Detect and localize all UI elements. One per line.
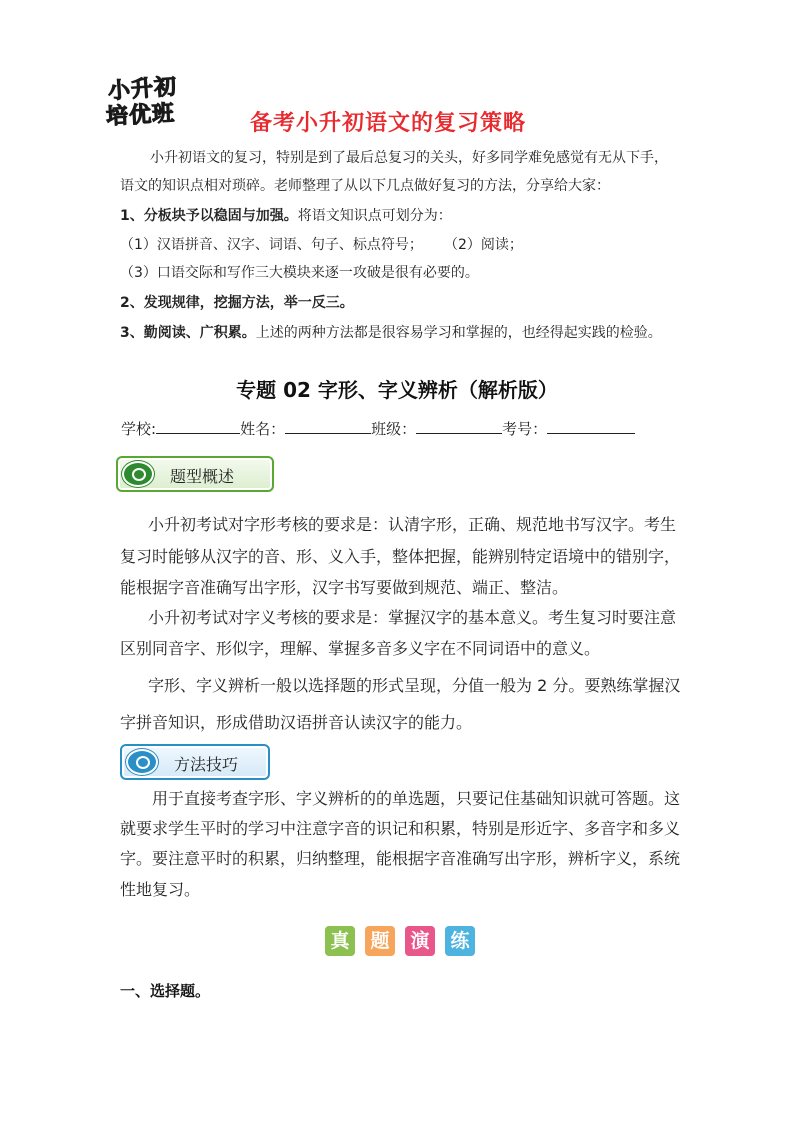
intro-line-1: 小升初语文的复习，特别是到了最后总复习的关头，好多同学难免感觉有无从下手， [150, 150, 668, 166]
section-badge-label: 方法技巧 [174, 755, 239, 774]
methods-line-4: 性地复习。 [120, 880, 201, 899]
overview-line-3: 能根据字音准确写出字形，汉字书写要做到规范、端正、整洁。 [120, 578, 569, 597]
overview-line-5: 区别同音字、形似字，理解、掌握多音多义字在不同词语中的意义。 [120, 639, 601, 658]
main-title: 备考小升初语文的复习策略 [250, 111, 527, 136]
section-badge-methods [120, 744, 270, 780]
overview-line-1: 小升初考试对字形考核的要求是：认清字形，正确、规范地书写汉字。考生 [148, 515, 677, 534]
methods-line-3: 字。要注意平时的积累，归纳整理，能根据字音准确写出字形，辨析字义，系统 [120, 849, 681, 868]
tip-1-heading: 1、分板块予以稳固与加强。 [120, 208, 298, 224]
logo [104, 72, 210, 128]
methods-line-2: 就要求学生平时的学习中注意字音的识记和积累，特别是形近字、多音字和多义 [120, 819, 681, 838]
exam-no-label: 考号： [502, 420, 548, 438]
student-info-fields [121, 418, 635, 439]
speech-bubble-icon [126, 749, 158, 775]
tip-1-sub-b: （2）阅读； [444, 237, 523, 253]
school-blank[interactable] [156, 419, 240, 434]
tip-1 [120, 206, 452, 226]
tip-1-sub-a: （1）汉语拼音、汉字、词语、句子、标点符号； [120, 237, 423, 253]
section-badge-overview [116, 456, 274, 492]
section-heading-choice: 一、选择题。 [120, 982, 211, 1000]
tip-2: 2、发现规律，挖掘方法，举一反三。 [120, 295, 354, 311]
tip-1-text: 将语文知识点可划分为： [297, 208, 452, 224]
overview-line-7: 字拼音知识，形成借助汉语拼音认读汉字的能力。 [120, 713, 473, 732]
name-label: 姓名： [240, 420, 286, 438]
tip-1-sub-c: （3）口语交际和写作三大模块来逐一攻破是很有必要的。 [120, 265, 479, 281]
section-badge-label: 题型概述 [170, 467, 235, 486]
methods-line-1: 用于直接考查字形、字义辨析的的单选题，只要记住基础知识就可答题。这 [152, 789, 681, 808]
practice-tile-4: 练 [445, 926, 475, 956]
class-label: 班级： [371, 420, 417, 438]
logo-line-2: 培优班 [105, 101, 176, 130]
speech-bubble-icon [122, 461, 154, 487]
tip-3-heading: 3、勤阅读、广积累。 [120, 325, 256, 341]
practice-tile-2: 题 [365, 926, 395, 956]
school-label: 学校: [121, 420, 157, 438]
topic-title: 专题 02 字形、字义辨析（解析版） [236, 378, 558, 402]
overview-line-6: 字形、字义辨析一般以选择题的形式呈现，分值一般为 2 分。要熟练掌握汉 [148, 676, 681, 695]
practice-tile-1: 真 [325, 926, 355, 956]
intro-line-2: 语文的知识点相对琐碎。老师整理了从以下几点做好复习的方法，分享给大家： [120, 178, 610, 194]
tip-3 [120, 323, 662, 343]
name-blank[interactable] [285, 419, 371, 434]
class-blank[interactable] [416, 419, 502, 434]
practice-tile-3: 演 [405, 926, 435, 956]
exam-no-blank[interactable] [547, 419, 635, 434]
logo-line-1: 小升初 [107, 74, 178, 105]
tip-3-text: 上述的两种方法都是很容易学习和掌握的，也经得起实践的检验。 [255, 325, 662, 341]
overview-line-4: 小升初考试对字义考核的要求是：掌握汉字的基本意义。考生复习时要注意 [148, 608, 677, 627]
overview-line-2: 复习时能够从汉字的音、形、义入手，整体把握，能辨别特定语境中的错别字， [120, 547, 681, 566]
